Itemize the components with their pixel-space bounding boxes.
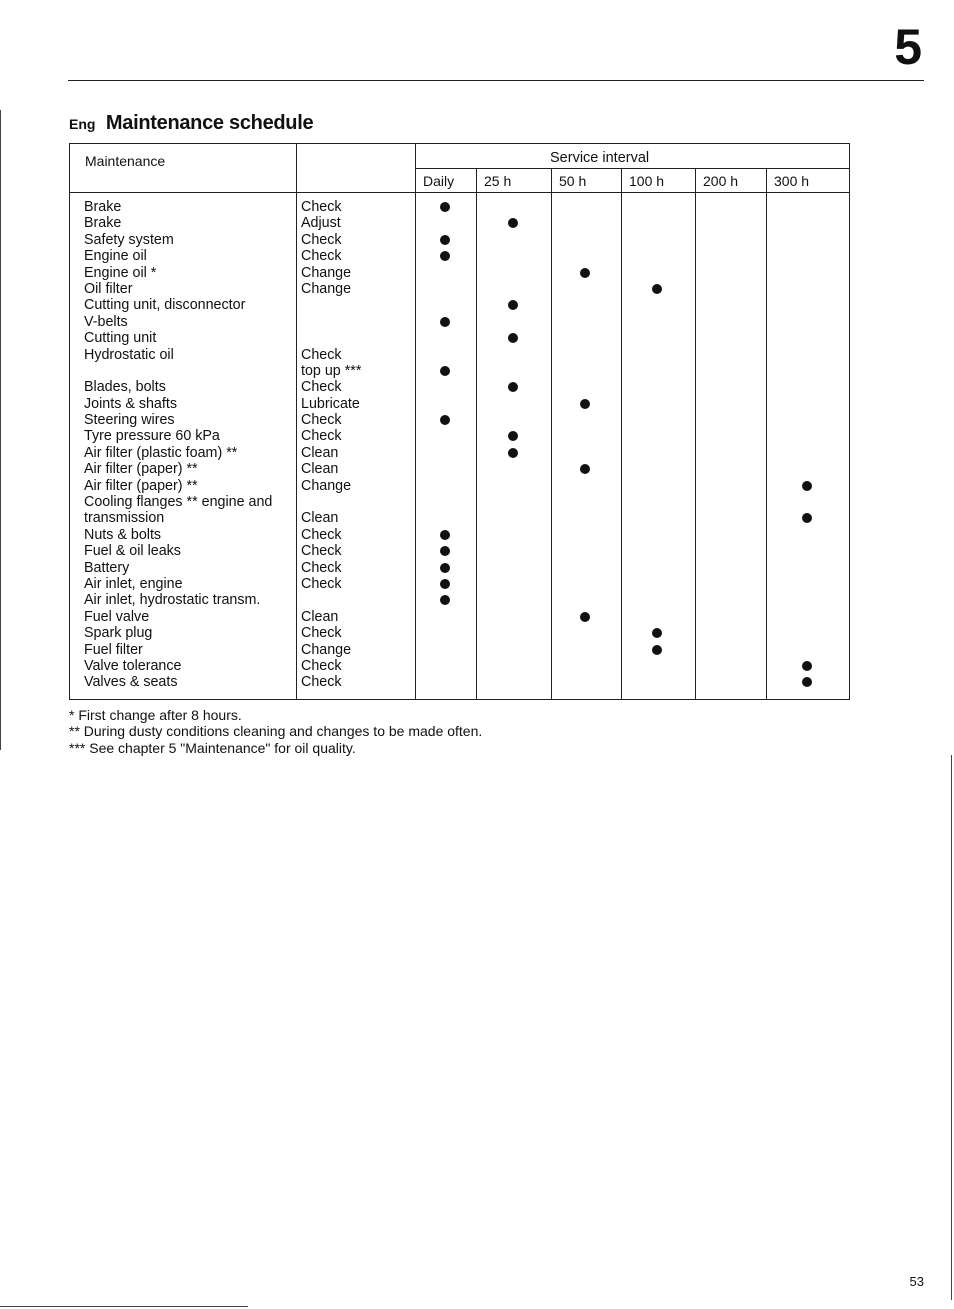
interval-dot bbox=[440, 595, 450, 605]
maintenance-item: Brake bbox=[84, 199, 122, 215]
table-row bbox=[69, 199, 850, 215]
table-row bbox=[69, 314, 850, 330]
table-row bbox=[69, 674, 850, 690]
maintenance-item: Brake bbox=[84, 215, 122, 232]
interval-dot bbox=[652, 645, 662, 655]
schedule-rows bbox=[69, 199, 850, 691]
maintenance-action: Check bbox=[301, 559, 342, 576]
maintenance-item: Valves & seats bbox=[84, 674, 178, 691]
interval-dot bbox=[440, 546, 450, 556]
scan-edge-mark bbox=[0, 1306, 248, 1307]
interval-dot bbox=[508, 300, 518, 310]
maintenance-action: Change bbox=[301, 477, 352, 494]
interval-dot bbox=[802, 513, 812, 523]
maintenance-action: Adjust bbox=[301, 215, 341, 232]
interval-dot bbox=[440, 563, 450, 573]
table-row bbox=[69, 445, 850, 461]
table-row bbox=[69, 412, 850, 428]
table-row bbox=[69, 379, 850, 395]
maintenance-item: Air inlet, hydrostatic transm. bbox=[84, 592, 261, 609]
table-row bbox=[69, 625, 850, 641]
maintenance-action: Clean bbox=[301, 444, 339, 461]
interval-dot bbox=[508, 382, 518, 392]
maintenance-item: Fuel & oil leaks bbox=[84, 543, 181, 560]
maintenance-action: Check bbox=[301, 674, 342, 691]
maintenance-action: top up *** bbox=[301, 362, 362, 379]
table-row bbox=[69, 478, 850, 494]
footnote: * First change after 8 hours. bbox=[69, 707, 242, 723]
maintenance-item: Air filter (paper) ** bbox=[84, 461, 198, 478]
maintenance-action: Check bbox=[301, 248, 342, 265]
table-row bbox=[69, 248, 850, 264]
table-row bbox=[69, 461, 850, 477]
language-tag: Eng bbox=[69, 116, 96, 132]
interval-header: 25 h bbox=[484, 173, 512, 189]
title-text: Maintenance schedule bbox=[105, 112, 314, 134]
interval-header: Daily bbox=[423, 173, 455, 189]
interval-header: 200 h bbox=[703, 173, 739, 189]
maintenance-item: Oil filter bbox=[84, 280, 133, 297]
maintenance-item: Engine oil bbox=[84, 248, 147, 265]
maintenance-item: transmission bbox=[84, 510, 165, 527]
maintenance-item: Battery bbox=[84, 559, 130, 576]
interval-dot bbox=[440, 530, 450, 540]
page-number: 53 bbox=[909, 1274, 924, 1289]
maintenance-item: Blades, bolts bbox=[84, 379, 166, 396]
maintenance-action: Change bbox=[301, 264, 352, 281]
maintenance-action: Check bbox=[301, 543, 342, 560]
maintenance-item: Valve tolerance bbox=[84, 657, 182, 674]
table-row bbox=[69, 297, 850, 313]
maintenance-action: Change bbox=[301, 641, 352, 658]
maintenance-item: Joints & shafts bbox=[84, 395, 177, 412]
maintenance-item: V-belts bbox=[84, 313, 128, 330]
interval-dot bbox=[508, 448, 518, 458]
interval-dot bbox=[440, 235, 450, 245]
interval-dot bbox=[802, 481, 812, 491]
table-row bbox=[69, 576, 850, 592]
interval-header: 300 h bbox=[774, 173, 810, 189]
maintenance-item: Cutting unit, disconnector bbox=[84, 297, 246, 314]
interval-dot bbox=[440, 366, 450, 376]
maintenance-item: Safety system bbox=[84, 231, 174, 248]
interval-dot bbox=[440, 317, 450, 327]
interval-dot bbox=[508, 218, 518, 228]
table-row bbox=[69, 363, 850, 379]
interval-dot bbox=[440, 251, 450, 261]
interval-dot bbox=[580, 612, 590, 622]
footnote: ** During dusty conditions cleaning and changes to be made often. bbox=[69, 723, 483, 740]
table-row bbox=[69, 265, 850, 281]
maintenance-header: Maintenance bbox=[85, 153, 166, 169]
table-row bbox=[69, 330, 850, 346]
maintenance-action: Check bbox=[301, 526, 342, 543]
table-row bbox=[69, 396, 850, 412]
maintenance-item: Nuts & bolts bbox=[84, 526, 162, 543]
table-row bbox=[69, 347, 850, 363]
interval-dot bbox=[652, 284, 662, 294]
scan-edge-mark bbox=[951, 755, 952, 1300]
interval-dot bbox=[440, 202, 450, 212]
chapter-number: 5 bbox=[894, 19, 922, 75]
maintenance-item: Fuel filter bbox=[84, 641, 143, 658]
footnote: *** See chapter 5 "Maintenance" for oil quality. bbox=[69, 739, 356, 756]
maintenance-action: Check bbox=[301, 657, 342, 674]
maintenance-item: Cutting unit bbox=[84, 330, 157, 347]
maintenance-action: Check bbox=[301, 575, 342, 592]
table-row bbox=[69, 609, 850, 625]
table-row bbox=[69, 560, 850, 576]
table-row bbox=[69, 232, 850, 248]
interval-dot bbox=[580, 464, 590, 474]
maintenance-item: Cooling flanges ** engine and bbox=[84, 494, 273, 511]
table-row bbox=[69, 592, 850, 608]
maintenance-item: Air inlet, engine bbox=[84, 575, 183, 592]
interval-dot bbox=[802, 661, 812, 671]
maintenance-action: Change bbox=[301, 280, 352, 297]
interval-dot bbox=[652, 628, 662, 638]
footnotes bbox=[69, 707, 482, 756]
maintenance-item: Air filter (paper) ** bbox=[84, 477, 198, 494]
interval-dot bbox=[440, 415, 450, 425]
table-row bbox=[69, 527, 850, 543]
maintenance-item: Fuel valve bbox=[84, 608, 150, 625]
table-row bbox=[69, 543, 850, 559]
maintenance-action: Check bbox=[301, 412, 342, 429]
interval-dot bbox=[802, 677, 812, 687]
table-row bbox=[69, 510, 850, 526]
interval-dot bbox=[440, 579, 450, 589]
page-title bbox=[69, 112, 313, 135]
header-divider bbox=[70, 192, 849, 193]
interval-header: 100 h bbox=[629, 173, 665, 189]
table-row bbox=[69, 494, 850, 510]
maintenance-action: Check bbox=[301, 231, 342, 248]
maintenance-action: Clean bbox=[301, 461, 339, 478]
maintenance-item: Air filter (plastic foam) ** bbox=[84, 444, 238, 461]
table-row bbox=[69, 658, 850, 674]
interval-dot bbox=[508, 431, 518, 441]
service-interval-header: Service interval bbox=[550, 150, 650, 166]
maintenance-item: Tyre pressure 60 kPa bbox=[84, 428, 220, 445]
table-row bbox=[69, 642, 850, 658]
maintenance-item: Steering wires bbox=[84, 412, 175, 429]
header-rule bbox=[68, 80, 924, 82]
maintenance-action: Check bbox=[301, 199, 342, 215]
table-row bbox=[69, 215, 850, 231]
maintenance-action: Lubricate bbox=[301, 395, 360, 412]
table-row bbox=[69, 428, 850, 444]
maintenance-action: Check bbox=[301, 625, 342, 642]
interval-header: 50 h bbox=[559, 173, 587, 189]
maintenance-action: Check bbox=[301, 428, 342, 445]
header-divider bbox=[415, 168, 849, 169]
maintenance-action: Clean bbox=[301, 510, 339, 527]
interval-dot bbox=[580, 399, 590, 409]
maintenance-action: Check bbox=[301, 379, 342, 396]
maintenance-item: Hydrostatic oil bbox=[84, 346, 174, 363]
maintenance-item: Engine oil * bbox=[84, 264, 157, 281]
interval-dot bbox=[580, 268, 590, 278]
maintenance-action: Check bbox=[301, 346, 342, 363]
maintenance-action: Clean bbox=[301, 608, 339, 625]
scan-edge-mark bbox=[0, 110, 1, 750]
table-row bbox=[69, 281, 850, 297]
maintenance-item: Spark plug bbox=[84, 625, 153, 642]
interval-dot bbox=[508, 333, 518, 343]
